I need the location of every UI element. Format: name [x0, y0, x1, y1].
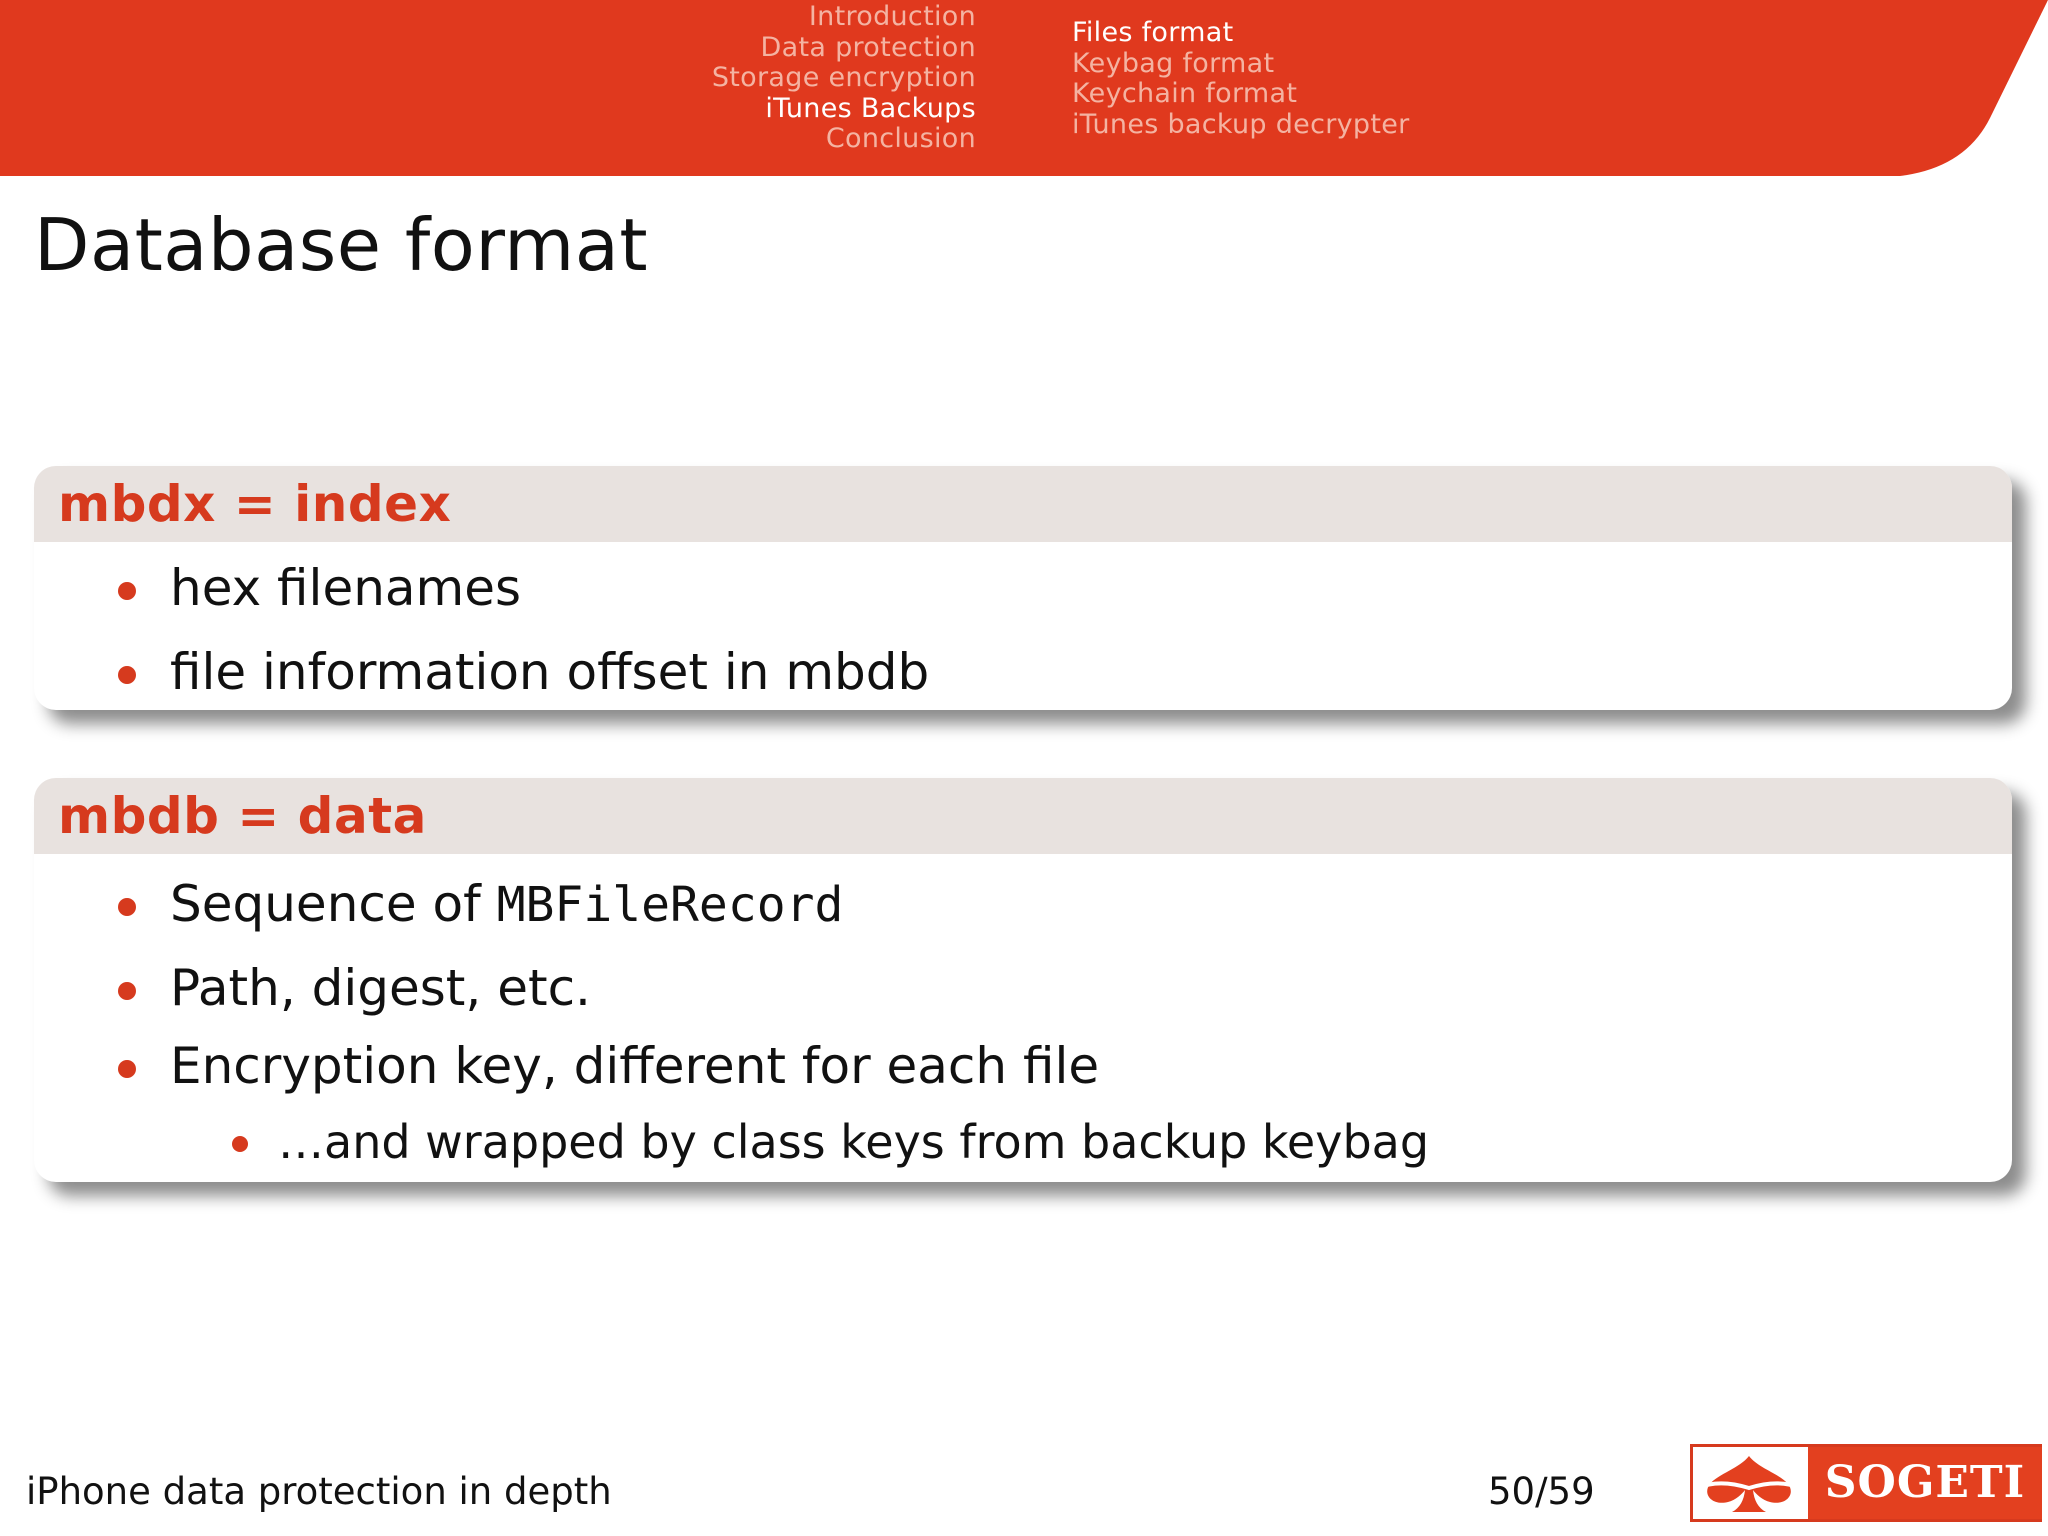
- logo-wordmark-background: [1808, 1447, 2042, 1519]
- nav-section-conclusion[interactable]: Conclusion: [825, 123, 976, 154]
- block-mbdb: [34, 778, 2012, 1182]
- section-navigation: [712, 2, 976, 155]
- bullet: [118, 898, 136, 916]
- bullet: [118, 982, 136, 1000]
- page-number: 50/59: [1488, 1470, 1595, 1513]
- block-body-mbdb: [34, 854, 2012, 1182]
- nav-section-storage-encryption[interactable]: Storage encryption: [711, 62, 976, 93]
- subsection-navigation: [1072, 18, 1410, 140]
- nav-subsection-keybag-format[interactable]: Keybag format: [1072, 47, 1275, 79]
- block-title-mbdb: mbdb = data: [34, 778, 2012, 854]
- list-item: hex filenames: [170, 559, 522, 617]
- list-item: Encryption key, different for each file: [170, 1037, 1100, 1095]
- nav-section-itunes-backups[interactable]: iTunes Backups: [765, 92, 976, 124]
- header-band: [0, 0, 2048, 180]
- slide-title: Database format: [34, 203, 649, 287]
- sub-bullet: [232, 1136, 248, 1152]
- bullet: [118, 582, 136, 600]
- block-body-mbdx: [34, 542, 2012, 710]
- nav-subsection-itunes-backup-decrypter[interactable]: iTunes backup decrypter: [1072, 108, 1410, 140]
- bullet: [118, 666, 136, 684]
- code-text: MBFileRecord: [496, 877, 844, 933]
- logo-wordmark: SOGETI: [1824, 1457, 2026, 1508]
- nav-section-data-protection[interactable]: Data protection: [760, 31, 976, 63]
- sogeti-logo: [1690, 1444, 2042, 1522]
- sub-list-item: …and wrapped by class keys from backup keybag: [278, 1115, 1430, 1169]
- nav-subsection-files-format[interactable]: Files format: [1072, 17, 1234, 48]
- block-mbdx: [34, 466, 2012, 710]
- header-background: [0, 0, 2048, 180]
- spade-logo-icon: [1696, 1450, 1802, 1516]
- list-item: [170, 874, 843, 935]
- nav-subsection-keychain-format[interactable]: Keychain format: [1072, 78, 1298, 109]
- footer-presentation-title: iPhone data protection in depth: [26, 1470, 612, 1513]
- nav-section-introduction[interactable]: Introduction: [808, 1, 976, 32]
- block-title-mbdx: mbdx = index: [34, 466, 2012, 542]
- list-item: file information offset in mbdb: [170, 643, 930, 701]
- bullet: [118, 1060, 136, 1078]
- list-item: Path, digest, etc.: [170, 959, 591, 1017]
- list-item-text: Sequence of: [170, 875, 497, 933]
